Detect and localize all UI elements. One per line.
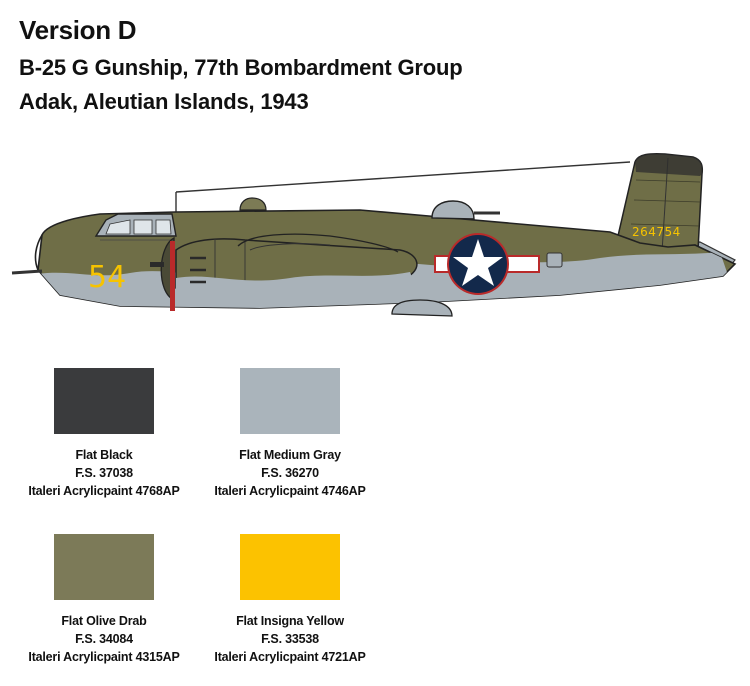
nose-number: 54 bbox=[88, 260, 127, 295]
paint-product-code: Italeri Acrylicpaint 4746AP bbox=[214, 484, 366, 498]
red-band bbox=[170, 241, 175, 311]
paint-product-code: Italeri Acrylicpaint 4315AP bbox=[28, 650, 180, 664]
color-chip bbox=[54, 534, 154, 600]
aircraft-profile-illustration bbox=[0, 140, 750, 350]
location-subtitle: Adak, Aleutian Islands, 1943 bbox=[19, 89, 309, 114]
color-chip bbox=[240, 368, 340, 434]
paint-swatch-flat-black bbox=[9, 368, 199, 500]
paint-fs-code: F.S. 37038 bbox=[75, 466, 133, 480]
aircraft-subtitle: B-25 G Gunship, 77th Bombardment Group bbox=[19, 55, 463, 80]
paint-product-code: Italeri Acrylicpaint 4721AP bbox=[214, 650, 366, 664]
paint-product-code: Italeri Acrylicpaint 4768AP bbox=[28, 484, 180, 498]
paint-name: Flat Medium Gray bbox=[239, 448, 341, 462]
paint-swatch-flat-olive-drab bbox=[9, 534, 199, 666]
paint-name: Flat Insigna Yellow bbox=[236, 614, 344, 628]
color-chip bbox=[54, 368, 154, 434]
dorsal-turret bbox=[432, 201, 474, 219]
tail-serial: 264754 bbox=[632, 225, 681, 239]
color-chip bbox=[240, 534, 340, 600]
paint-fs-code: F.S. 33538 bbox=[261, 632, 319, 646]
nose-cannon bbox=[12, 271, 42, 273]
paint-name: Flat Olive Drab bbox=[61, 614, 147, 628]
gear-fairing bbox=[392, 300, 452, 316]
version-title: Version D bbox=[19, 15, 137, 45]
paint-swatch-flat-insigna-yellow bbox=[195, 534, 385, 666]
paint-swatch-flat-medium-gray bbox=[195, 368, 385, 500]
paint-fs-code: F.S. 34084 bbox=[75, 632, 133, 646]
paint-name: Flat Black bbox=[75, 448, 133, 462]
antenna-wire bbox=[176, 162, 630, 192]
paint-fs-code: F.S. 36270 bbox=[261, 466, 319, 480]
